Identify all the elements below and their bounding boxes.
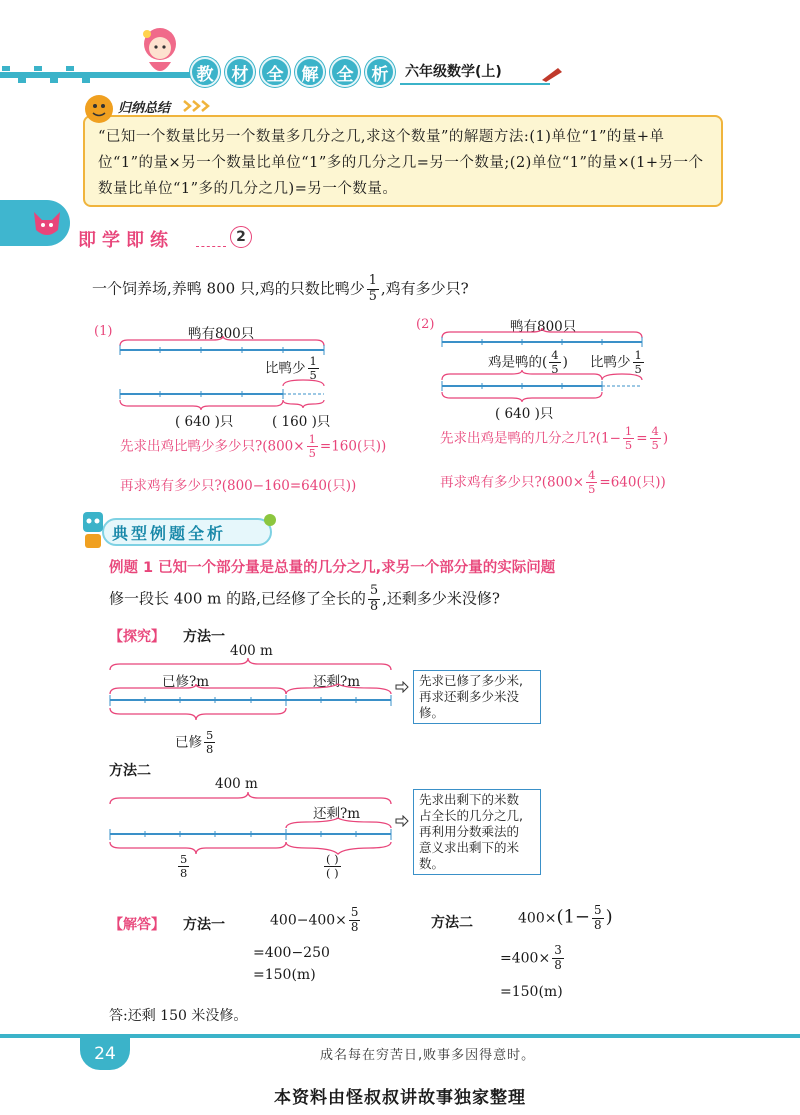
book-subtitle: 六年级数学(上) — [405, 64, 502, 80]
d1-under: 已修 $\frac{5}{8}$ — [175, 728, 214, 757]
summary-mascot-icon — [82, 92, 116, 126]
header-char-3: 全 — [260, 57, 290, 87]
practice-question: 一个饲养场,养鸭 800 只,鸡的只数比鸭少 $\frac{1}{5}$ ,鸡有多少只? — [92, 273, 469, 304]
d2-total: 400 m — [215, 776, 258, 792]
m1-right-text: ( 160 )只 — [272, 414, 331, 430]
pen-icon — [540, 64, 564, 84]
practice-underline — [196, 246, 226, 247]
sol1-line2: =400−250 — [253, 945, 330, 961]
d2-card: 先求出剩下的米数 占全长的几分之几, 再利用分数乘法的 意义求出剩下的米数。 — [413, 789, 541, 875]
m1-top-text: 鸭有800只 — [188, 326, 255, 342]
answer-tag: 【解答】 — [109, 917, 165, 933]
example1-title: 例题 1 已知一个部分量是总量的几分之几,求另一个部分量的实际问题 — [109, 560, 556, 576]
d1-done: 已修?m — [162, 674, 210, 690]
d1-total: 400 m — [230, 643, 273, 659]
fox-mascot-icon — [30, 206, 64, 240]
d2-blank-frac: $\frac{( )}{( )}$ — [326, 852, 339, 881]
practice-number: 2 — [230, 226, 252, 248]
m1-step1: 先求出鸡比鸭少多少只?(800× $\frac{1}{5}$ =160(只)) — [120, 432, 387, 461]
d1-card: 先求已修了多少米, 再求还剩多少米没修。 — [413, 670, 541, 724]
d2-under-frac: $\frac{5}{8}$ — [180, 852, 188, 881]
method2-label: (2) — [416, 317, 435, 332]
robot-mascot-icon — [76, 508, 110, 552]
method1-heading: 方法一 — [183, 629, 225, 645]
sol1-line3: =150(m) — [253, 967, 316, 983]
explore-tag: 【探究】 — [109, 629, 165, 645]
header-char-2: 材 — [225, 57, 255, 87]
practice-title: 即学即练 — [78, 230, 174, 251]
header-char-1: 教 — [190, 57, 220, 87]
sol1-heading: 方法一 — [183, 917, 225, 933]
sol2-line2: =400× $\frac{3}{8}$ — [500, 943, 562, 972]
d2-left: 还剩?m — [313, 806, 361, 822]
m1-step2: 再求鸡有多少只?(800−160=640(只)) — [120, 478, 357, 494]
m2-bottom-text: ( 640 )只 — [495, 406, 554, 422]
sol1-line1: 400−400× $\frac{5}{8}$ — [270, 905, 359, 934]
d1-diagram — [108, 656, 393, 732]
header-char-4: 解 — [295, 57, 325, 87]
header-char-5: 全 — [330, 57, 360, 87]
summary-tag: 归纳总结 — [118, 101, 171, 116]
m2-step2: 再求鸡有多少只?(800× $\frac{4}{5}$ =640(只)) — [440, 468, 666, 497]
m1-less-text: 比鸭少 $\frac{1}{5}$ — [265, 354, 317, 383]
example1-question: 修一段长 400 m 的路,已经修了全长的 $\frac{5}{8}$ ,还剩多少米没修? — [109, 583, 500, 614]
header-underline — [400, 83, 550, 85]
m2-less-text: 比鸭少 $\frac{1}{5}$ — [590, 348, 642, 377]
m2-step1: 先求出鸡是鸭的几分之几?(1− $\frac{1}{5}$ = $\frac{4}{5}$ ) — [440, 424, 669, 453]
m1-left-text: ( 640 )只 — [175, 414, 234, 430]
arrow-right-icon — [395, 815, 409, 827]
page-number: 24 — [80, 1038, 130, 1070]
footer-note: 本资料由怪叔叔讲故事独家整理 — [274, 1088, 526, 1108]
sol2-line1: 400×(1− $\frac{5}{8}$ ) — [518, 903, 613, 932]
d1-left: 还剩?m — [313, 674, 361, 690]
sol2-heading: 方法二 — [431, 915, 473, 931]
header-char-6: 析 — [365, 57, 395, 87]
m2-mid-text: 鸡是鸭的( $\frac{4}{5}$ ) — [488, 348, 568, 377]
cartoon-girl-icon — [135, 22, 185, 84]
footer-motto: 成名每在穷苦日,败事多因得意时。 — [320, 1048, 536, 1063]
arrow-right-icon — [395, 681, 409, 693]
green-dot-icon — [262, 512, 278, 528]
m2-top-text: 鸭有800只 — [510, 319, 577, 335]
summary-text: “已知一个数量比另一个数量多几分之几,求这个数量”的解题方法:(1)单位“1”的量+单位“1”的量×另一个数量比单位“1”多的几分之几=另一个数量;(2)单位“1”的量×(1+另一个数量比单位“1”多的几分之几)=另一个数量。 — [98, 129, 704, 197]
sol2-line3: =150(m) — [500, 984, 563, 1000]
method1-label: (1) — [94, 324, 113, 339]
method2-heading: 方法二 — [109, 763, 151, 779]
final-answer: 答:还剩 150 米没修。 — [109, 1008, 248, 1024]
section-title: 典型例题全析 — [112, 524, 227, 543]
chevron-right-icon — [182, 99, 212, 113]
d2-diagram — [108, 790, 393, 865]
